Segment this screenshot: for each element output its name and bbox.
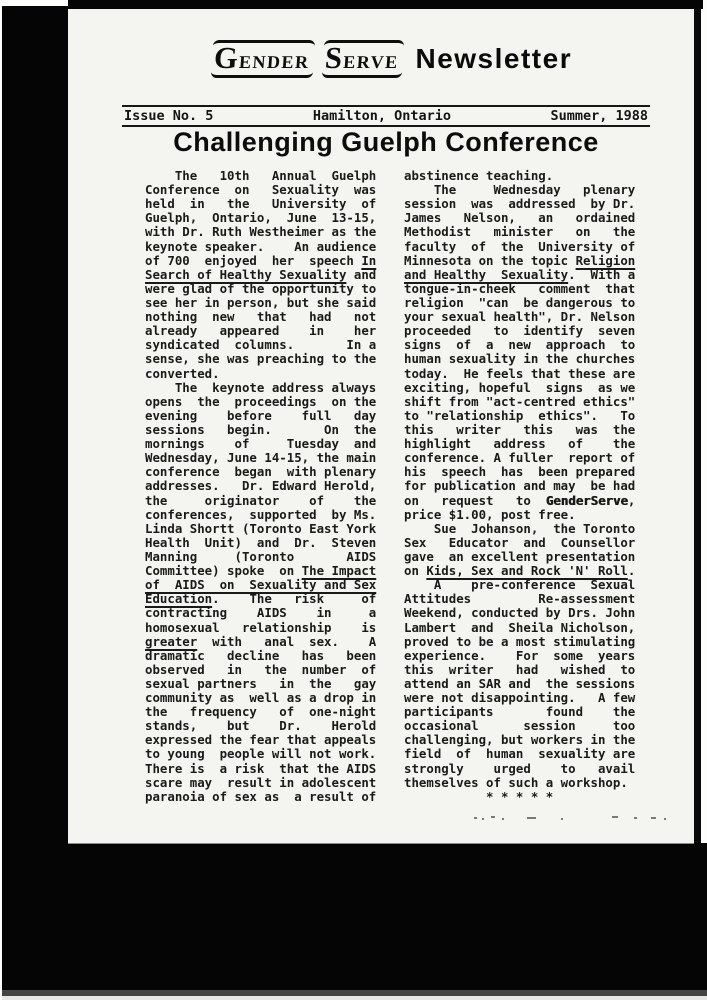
text-line: syndicated columns. In a — [145, 337, 377, 353]
text-line: A pre-conference Sexual — [404, 577, 636, 593]
text-line: human sexuality in the churches — [404, 351, 636, 367]
text-line: this writer this was the — [404, 421, 636, 437]
text-line: this writer had wished to — [404, 661, 636, 677]
text-line: proceeded to identify seven — [404, 323, 636, 339]
text-line: session was addressed by Dr. — [404, 196, 636, 212]
issue-number: Issue No. 5 — [124, 108, 214, 124]
scan-speck — [634, 817, 637, 819]
text-line: tongue-in-cheek comment that — [404, 280, 636, 296]
text-line: experience. For some years — [404, 647, 636, 663]
text-line: Minnesota on the topic Religion — [404, 252, 636, 268]
gender-serve-logo — [212, 40, 403, 78]
logo-word-gender: Gender — [211, 40, 315, 78]
text-line: today. He feels that these are — [404, 365, 636, 381]
text-line: field of human sexuality are — [404, 746, 636, 762]
text-line: highlight address of the — [404, 436, 636, 452]
text-line: of 700 enjoyed her speech In — [145, 252, 377, 268]
text-line: his speech has been prepared — [404, 464, 636, 480]
text-line: to young people will not work. — [145, 746, 377, 762]
text-line: exciting, hopeful signs as we — [404, 379, 636, 395]
text-line: nothing new that had not — [145, 309, 377, 325]
text-line: challenging, but workers in the — [404, 732, 636, 748]
masthead — [68, 40, 694, 78]
text-line: were not disappointing. A few — [404, 690, 636, 706]
scan-speck — [527, 817, 536, 819]
text-line: participants found the — [404, 704, 636, 720]
scan-speck — [651, 817, 656, 819]
scan-border-bottom — [2, 843, 707, 996]
text-line: converted. — [145, 365, 220, 381]
text-line: Attitudes Re-assessment — [404, 591, 636, 607]
text-line: the originator of the — [145, 492, 377, 508]
text-line: held in the University of — [145, 196, 377, 212]
scan-speck — [664, 818, 666, 820]
headline: Challenging Guelph Conference — [173, 127, 599, 157]
text-line: for publication and may be had — [404, 478, 636, 494]
text-line: attend an SAR and the sessions — [404, 675, 636, 691]
scan-speck — [491, 816, 495, 818]
issue-location: Hamilton, Ontario — [312, 108, 452, 124]
text-line: sessions begin. On the — [145, 421, 377, 437]
text-line: of AIDS on Sexuality and Sex — [145, 577, 377, 593]
text-line: Guelph, Ontario, June 13-15, — [145, 210, 377, 226]
text-line: homosexual relationship is — [145, 619, 377, 635]
text-line: strongly urged to avail — [404, 760, 636, 776]
text-line: community as well as a drop in — [145, 690, 377, 706]
text-line: stands, but Dr. Herold — [145, 718, 377, 734]
text-line: Search of Healthy Sexuality and — [145, 266, 377, 282]
text-line: and Healthy Sexuality. With a — [404, 266, 636, 282]
scan-speck — [502, 818, 504, 820]
issue-date: Summer, 1988 — [550, 108, 648, 124]
scan-border-right — [694, 9, 701, 845]
text-line: on request to GenderServe, — [404, 492, 636, 508]
text-line: signs of a new approach to — [404, 337, 636, 353]
text-line: scare may result in adolescent — [145, 774, 377, 790]
text-line: were glad of the opportunity to — [145, 280, 377, 296]
text-line: already appeared in her — [145, 323, 377, 339]
scan-border-foot — [2, 990, 707, 1000]
article-body — [145, 169, 636, 804]
text-line: shift from "act-centred ethics" — [404, 393, 636, 409]
text-line: conference. A fuller report of — [404, 450, 636, 466]
text-line: keynote speaker. An audience — [145, 238, 377, 254]
text-line: with Dr. Ruth Westheimer as the — [145, 224, 377, 240]
text-line: Manning (Toronto AIDS — [145, 548, 377, 564]
text-line: evening before full day — [145, 407, 377, 423]
newsletter-page — [68, 9, 694, 844]
text-line: see her in person, but she said — [145, 294, 377, 310]
text-line: observed in the number of — [145, 661, 377, 677]
text-line: Methodist minister on the — [404, 224, 636, 240]
text-line: There is a risk that the AIDS — [145, 760, 377, 776]
logo-word-serve: Serve — [321, 40, 403, 78]
text-line: dramatic decline has been — [145, 647, 377, 663]
text-line: Linda Shortt (Toronto East York — [145, 520, 377, 536]
text-line: proved to be a most stimulating — [404, 633, 636, 649]
text-line: Conference on Sexuality was — [145, 182, 377, 198]
text-line: addresses. Dr. Edward Herold, — [145, 478, 377, 494]
text-line: opens the proceedings on the — [145, 393, 377, 409]
text-line: Education. The risk of — [145, 591, 377, 607]
text-line: Health Unit) and Dr. Steven — [145, 534, 377, 550]
article-column-left — [145, 169, 377, 804]
text-line: contracting AIDS in a — [145, 605, 377, 621]
text-line: Weekend, conducted by Drs. John — [404, 605, 636, 621]
text-line: Lambert and Sheila Nicholson, — [404, 619, 636, 635]
text-line: abstinence teaching. — [404, 168, 554, 183]
text-line: gave an excellent presentation — [404, 548, 636, 564]
text-line: conference began with plenary — [145, 464, 377, 480]
text-line: * * * * * — [404, 788, 554, 804]
text-line: greater with anal sex. A — [145, 633, 377, 649]
text-line: conferences, supported by Ms. — [145, 506, 377, 522]
scan-border-top — [68, 0, 703, 9]
text-line: the frequency of one-night — [145, 704, 377, 720]
text-line: sense, she was preaching to the — [145, 351, 377, 367]
scan-speck — [482, 818, 484, 820]
article-column-right — [404, 169, 636, 804]
masthead-title: Newsletter — [415, 43, 573, 74]
text-line: Sex Educator and Counsellor — [404, 534, 636, 550]
text-line: themselves of such a workshop. — [404, 774, 628, 790]
text-line: occasional session too — [404, 718, 636, 734]
text-line: The keynote address always — [145, 379, 377, 395]
scan-speck — [561, 818, 563, 820]
text-line: The 10th Annual Guelph — [145, 168, 377, 183]
scan-speck — [474, 817, 477, 819]
text-line: Wednesday, June 14-15, the main — [145, 450, 377, 466]
text-line: Sue Johanson, the Toronto — [404, 520, 636, 536]
text-line: price $1.00, post free. — [404, 506, 576, 522]
text-line: mornings of Tuesday and — [145, 436, 377, 452]
text-line: paranoia of sex as a result of — [145, 788, 377, 804]
issue-line — [122, 105, 650, 127]
text-line: James Nelson, an ordained — [404, 210, 636, 226]
text-line: your sexual health", Dr. Nelson — [404, 309, 636, 325]
text-line: The Wednesday plenary — [404, 182, 636, 198]
text-line: on Kids, Sex and Rock 'N' Roll. — [404, 563, 636, 579]
scan-speck — [612, 816, 618, 818]
text-line: Committee) spoke on The Impact — [145, 563, 377, 579]
text-line: religion "can be dangerous to — [404, 294, 636, 310]
text-line: faculty of the University of — [404, 238, 636, 254]
text-line: expressed the fear that appeals — [145, 732, 377, 748]
text-line: to "relationship ethics". To — [404, 407, 636, 423]
text-line: sexual partners in the gay — [145, 675, 377, 691]
